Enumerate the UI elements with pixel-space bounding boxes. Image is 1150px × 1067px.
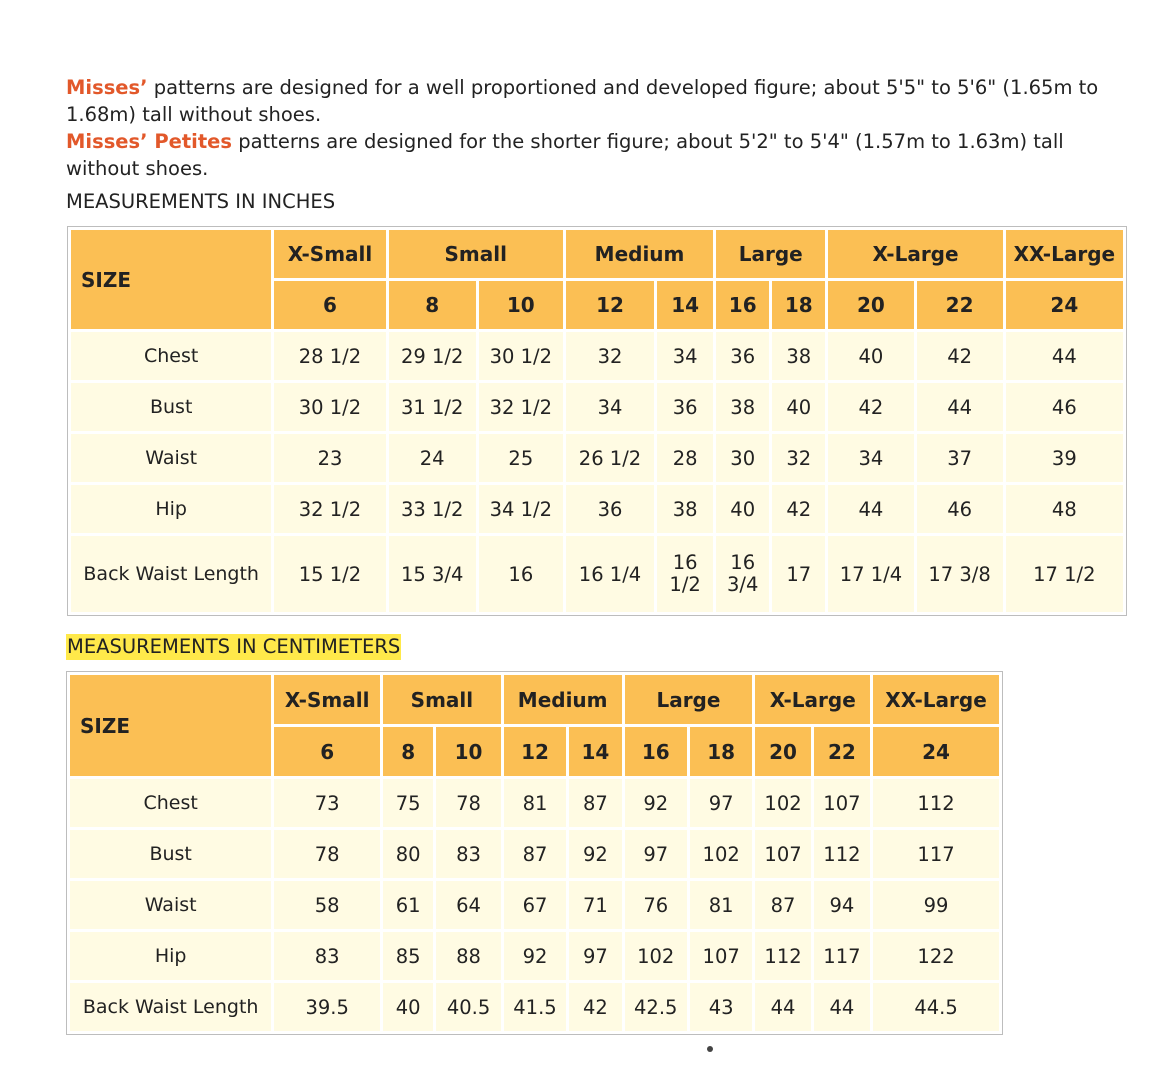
group-x-large: X-Large <box>828 230 1002 278</box>
table-cell: 83 <box>436 830 500 878</box>
table-cell: 87 <box>755 881 810 929</box>
table-cell: 42 <box>569 983 621 1031</box>
table-cell: 34 <box>657 332 713 380</box>
table-cell: 32 1/2 <box>479 383 563 431</box>
table-cell: 38 <box>772 332 825 380</box>
table-cell: 112 <box>814 830 870 878</box>
table-cell: 92 <box>504 932 566 980</box>
table-cell: 64 <box>436 881 500 929</box>
table-row-back-waist-length <box>70 983 999 1031</box>
page-speck <box>707 1046 713 1052</box>
table-cell: 40.5 <box>436 983 500 1031</box>
table-cell: 26 1/2 <box>566 434 654 482</box>
table-cell: 16 <box>479 536 563 612</box>
size-number: 16 <box>625 727 687 776</box>
table-cell: 67 <box>504 881 566 929</box>
size-number: 24 <box>1006 281 1123 329</box>
table-cell: 76 <box>625 881 687 929</box>
table-cell: 97 <box>625 830 687 878</box>
group-large: Large <box>625 675 753 724</box>
table-cell: 23 <box>274 434 385 482</box>
table-row-waist <box>71 434 1123 482</box>
table-cell: 43 <box>690 983 752 1031</box>
size-number: 18 <box>772 281 825 329</box>
group-xx-large: XX-Large <box>1006 230 1123 278</box>
table-cell: 29 1/2 <box>389 332 476 380</box>
table-cell: 36 <box>716 332 769 380</box>
table-cell: 38 <box>716 383 769 431</box>
table-cell: 73 <box>274 779 380 827</box>
row-label: Back Waist Length <box>70 983 271 1031</box>
petites-label: Misses’ Petites <box>66 130 233 153</box>
table-cell: 34 <box>828 434 913 482</box>
table-cell: 30 <box>716 434 769 482</box>
group-x-small: X-Small <box>274 230 385 278</box>
table-row-hip <box>71 485 1123 533</box>
petites-description <box>66 128 1126 182</box>
table-cell: 36 <box>657 383 713 431</box>
misses-label: Misses’ <box>66 76 148 99</box>
table-cell: 107 <box>814 779 870 827</box>
size-number: 8 <box>389 281 476 329</box>
group-xx-large: XX-Large <box>873 675 999 724</box>
table-cell: 97 <box>569 932 621 980</box>
table-row-waist <box>70 881 999 929</box>
table-cell: 61 <box>383 881 433 929</box>
size-number: 14 <box>569 727 621 776</box>
table-cell: 36 <box>566 485 654 533</box>
centimeters-size-table <box>66 671 1003 1035</box>
row-label: Bust <box>71 383 271 431</box>
table-cell: 15 1/2 <box>274 536 385 612</box>
group-medium: Medium <box>566 230 713 278</box>
group-x-small: X-Small <box>274 675 380 724</box>
table-cell: 46 <box>1006 383 1123 431</box>
table-cell: 38 <box>657 485 713 533</box>
table-cell: 16 3/4 <box>716 536 769 612</box>
table-cell: 46 <box>917 485 1003 533</box>
size-number: 14 <box>657 281 713 329</box>
table-cell: 17 1/4 <box>828 536 913 612</box>
misses-text: patterns are designed for a well proportioned and developed figure; about 5'5" to 5'6" (1.65m to 1.68m) tall without shoes. <box>66 76 1099 126</box>
table-cell: 78 <box>436 779 500 827</box>
inches-size-table <box>67 226 1127 616</box>
size-header: SIZE <box>70 675 271 776</box>
table-cell: 117 <box>814 932 870 980</box>
table-cell: 83 <box>274 932 380 980</box>
table-cell: 81 <box>504 779 566 827</box>
table-cell: 31 1/2 <box>389 383 476 431</box>
table-cell: 44 <box>1006 332 1123 380</box>
table-cell: 44 <box>755 983 810 1031</box>
table-cell: 28 1/2 <box>274 332 385 380</box>
group-small: Small <box>389 230 563 278</box>
table-cell: 32 1/2 <box>274 485 385 533</box>
row-label: Chest <box>70 779 271 827</box>
table-cell: 112 <box>755 932 810 980</box>
size-number: 22 <box>917 281 1003 329</box>
table-cell: 25 <box>479 434 563 482</box>
table-cell: 40 <box>772 383 825 431</box>
table-cell: 112 <box>873 779 999 827</box>
table-cell: 44 <box>917 383 1003 431</box>
size-number: 6 <box>274 281 385 329</box>
table-cell: 30 1/2 <box>479 332 563 380</box>
size-number: 20 <box>755 727 810 776</box>
size-number: 10 <box>436 727 500 776</box>
table-cell: 102 <box>690 830 752 878</box>
table-cell: 97 <box>690 779 752 827</box>
size-group-row <box>71 230 1123 278</box>
table-cell: 17 3/8 <box>917 536 1003 612</box>
table-cell: 48 <box>1006 485 1123 533</box>
table-cell: 107 <box>755 830 810 878</box>
table-cell: 41.5 <box>504 983 566 1031</box>
table-cell: 33 1/2 <box>389 485 476 533</box>
group-small: Small <box>383 675 501 724</box>
table-cell: 87 <box>569 779 621 827</box>
table-cell: 42.5 <box>625 983 687 1031</box>
table-cell: 34 1/2 <box>479 485 563 533</box>
misses-description <box>66 74 1126 128</box>
size-number: 8 <box>383 727 433 776</box>
table-cell: 40 <box>383 983 433 1031</box>
group-x-large: X-Large <box>755 675 870 724</box>
row-label: Chest <box>71 332 271 380</box>
row-label: Waist <box>71 434 271 482</box>
group-large: Large <box>716 230 825 278</box>
table-cell: 16 1/2 <box>657 536 713 612</box>
table-cell: 122 <box>873 932 999 980</box>
table-cell: 34 <box>566 383 654 431</box>
row-label: Back Waist Length <box>71 536 271 612</box>
table-cell: 87 <box>504 830 566 878</box>
table-cell: 17 1/2 <box>1006 536 1123 612</box>
table-cell: 75 <box>383 779 433 827</box>
row-label: Hip <box>70 932 271 980</box>
size-group-row <box>70 675 999 724</box>
group-medium: Medium <box>504 675 622 724</box>
table-cell: 81 <box>690 881 752 929</box>
size-number: 16 <box>716 281 769 329</box>
table-cell: 117 <box>873 830 999 878</box>
table-row-chest <box>71 332 1123 380</box>
table-cell: 40 <box>716 485 769 533</box>
size-number: 22 <box>814 727 870 776</box>
table-cell: 85 <box>383 932 433 980</box>
row-label: Bust <box>70 830 271 878</box>
table-cell: 32 <box>566 332 654 380</box>
table-cell: 39.5 <box>274 983 380 1031</box>
size-header: SIZE <box>71 230 271 329</box>
size-number: 20 <box>828 281 913 329</box>
table-row-hip <box>70 932 999 980</box>
table-cell: 32 <box>772 434 825 482</box>
table-cell: 40 <box>828 332 913 380</box>
table-cell: 99 <box>873 881 999 929</box>
size-number: 6 <box>274 727 380 776</box>
intro-text <box>66 74 1126 182</box>
table-cell: 107 <box>690 932 752 980</box>
table-cell: 15 3/4 <box>389 536 476 612</box>
table-row-chest <box>70 779 999 827</box>
table-cell: 39 <box>1006 434 1123 482</box>
table-cell: 44 <box>828 485 913 533</box>
row-label: Hip <box>71 485 271 533</box>
table-cell: 58 <box>274 881 380 929</box>
table-cell: 42 <box>828 383 913 431</box>
table-cell: 71 <box>569 881 621 929</box>
table-row-bust <box>70 830 999 878</box>
table-row-back-waist-length <box>71 536 1123 612</box>
size-number: 24 <box>873 727 999 776</box>
table-cell: 92 <box>625 779 687 827</box>
size-number: 10 <box>479 281 563 329</box>
table-cell: 44 <box>814 983 870 1031</box>
size-number: 12 <box>566 281 654 329</box>
table-cell: 16 1/4 <box>566 536 654 612</box>
table-cell: 102 <box>755 779 810 827</box>
table-cell: 37 <box>917 434 1003 482</box>
table-cell: 42 <box>772 485 825 533</box>
table-cell: 28 <box>657 434 713 482</box>
size-number: 12 <box>504 727 566 776</box>
table-cell: 42 <box>917 332 1003 380</box>
table-row-bust <box>71 383 1123 431</box>
table-cell: 24 <box>389 434 476 482</box>
table-cell: 92 <box>569 830 621 878</box>
table-cell: 17 <box>772 536 825 612</box>
table-cell: 88 <box>436 932 500 980</box>
table-cell: 80 <box>383 830 433 878</box>
centimeters-caption: MEASUREMENTS IN CENTIMETERS <box>67 635 401 658</box>
table-cell: 44.5 <box>873 983 999 1031</box>
petites-text: patterns are designed for the shorter figure; about 5'2" to 5'4" (1.57m to 1.63m) tall without shoes. <box>66 130 1064 180</box>
inches-caption: MEASUREMENTS IN INCHES <box>66 190 336 213</box>
table-cell: 78 <box>274 830 380 878</box>
table-cell: 94 <box>814 881 870 929</box>
table-cell: 30 1/2 <box>274 383 385 431</box>
table-cell: 102 <box>625 932 687 980</box>
size-number: 18 <box>690 727 752 776</box>
row-label: Waist <box>70 881 271 929</box>
